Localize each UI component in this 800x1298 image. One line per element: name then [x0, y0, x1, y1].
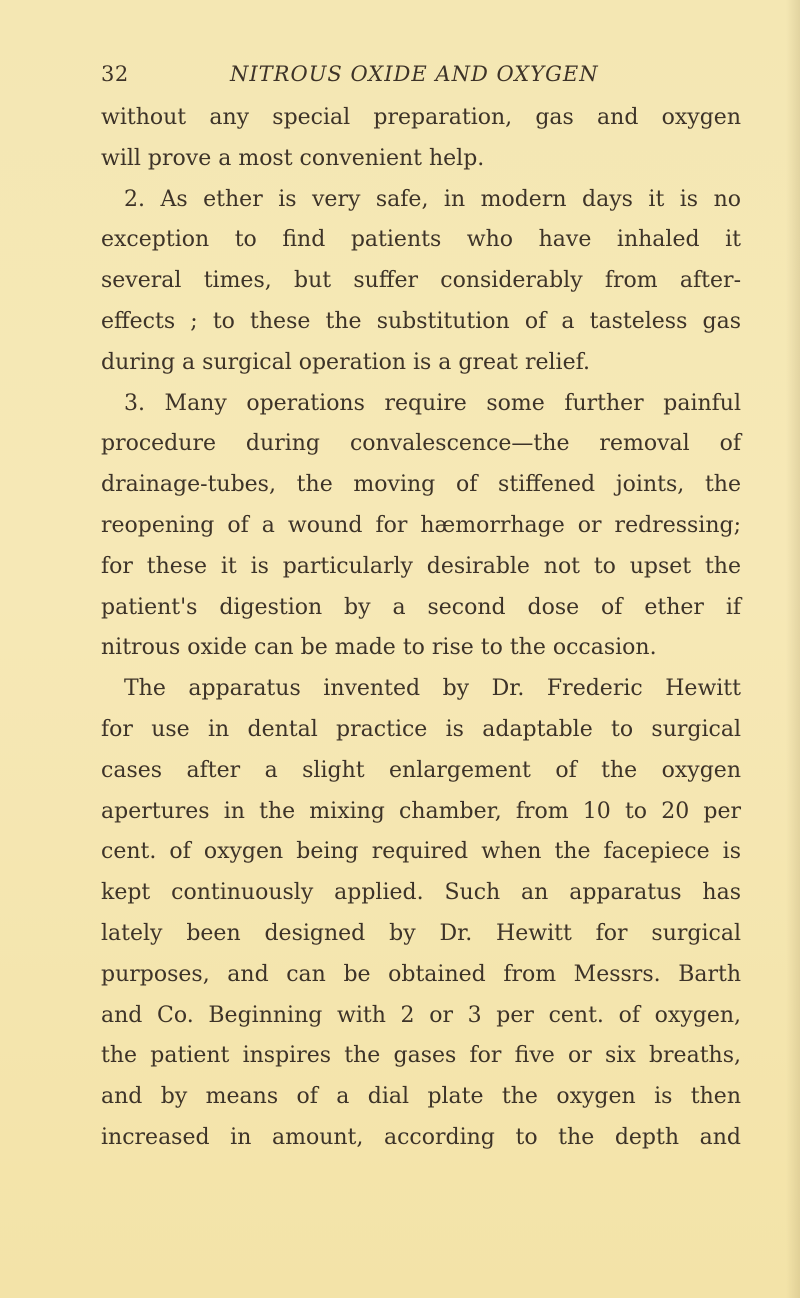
text-line: cases after a slight enlargement of the oxygen: [101, 757, 741, 783]
text-line: reopening of a wound for hæmorrhage or redressing;: [101, 512, 741, 538]
text-line: several times, but suffer considerably from after-: [101, 268, 741, 294]
text-line: apertures in the mixing chamber, from 10 to 20 per: [101, 798, 741, 824]
text-line: without any special preparation, gas and oxygen: [101, 105, 741, 130]
text-line: exception to find patients who have inhaled it: [101, 227, 741, 253]
text-line: The apparatus invented by Dr. Frederic Hewitt: [124, 676, 741, 702]
text-line: cent. of oxygen being required when the facepiece is: [101, 839, 741, 865]
text-line: the patient inspires the gases for five or six breaths,: [101, 1043, 741, 1069]
text-line: 2. As ether is very safe, in modern days it is no: [124, 186, 741, 212]
page-header: [101, 60, 741, 96]
text-line: nitrous oxide can be made to rise to the occasion.: [101, 635, 657, 661]
page-edge-shadow: [786, 0, 800, 1298]
text-line: patient's digestion by a second dose of ether if: [101, 594, 741, 620]
text-line: during a surgical operation is a great relief.: [101, 349, 590, 375]
text-line: effects ; to these the substitution of a tasteless gas: [101, 308, 741, 334]
body-text: [101, 98, 741, 1159]
text-line: 3. Many operations require some further painful: [124, 390, 741, 416]
text-line: for these it is particularly desirable not to upset the: [101, 553, 741, 579]
text-line: drainage-tubes, the moving of stiffened joints, the: [101, 472, 741, 498]
text-line: increased in amount, according to the depth and: [101, 1124, 741, 1150]
text-line: and by means of a dial plate the oxygen is then: [101, 1084, 741, 1110]
text-line: and Co. Beginning with 2 or 3 per cent. of oxygen,: [101, 1002, 741, 1028]
text-line: purposes, and can be obtained from Messrs. Barth: [101, 961, 741, 987]
text-line: kept continuously applied. Such an apparatus has: [101, 880, 741, 906]
text-line: lately been designed by Dr. Hewitt for surgical: [101, 920, 741, 946]
running-title: NITROUS OXIDE AND OXYGEN: [230, 62, 599, 86]
text-line: procedure during convalescence—the removal of: [101, 431, 741, 457]
text-line: will prove a most convenient help.: [101, 145, 485, 171]
page-number: 32: [101, 62, 129, 86]
text-line: for use in dental practice is adaptable to surgical: [101, 716, 741, 742]
